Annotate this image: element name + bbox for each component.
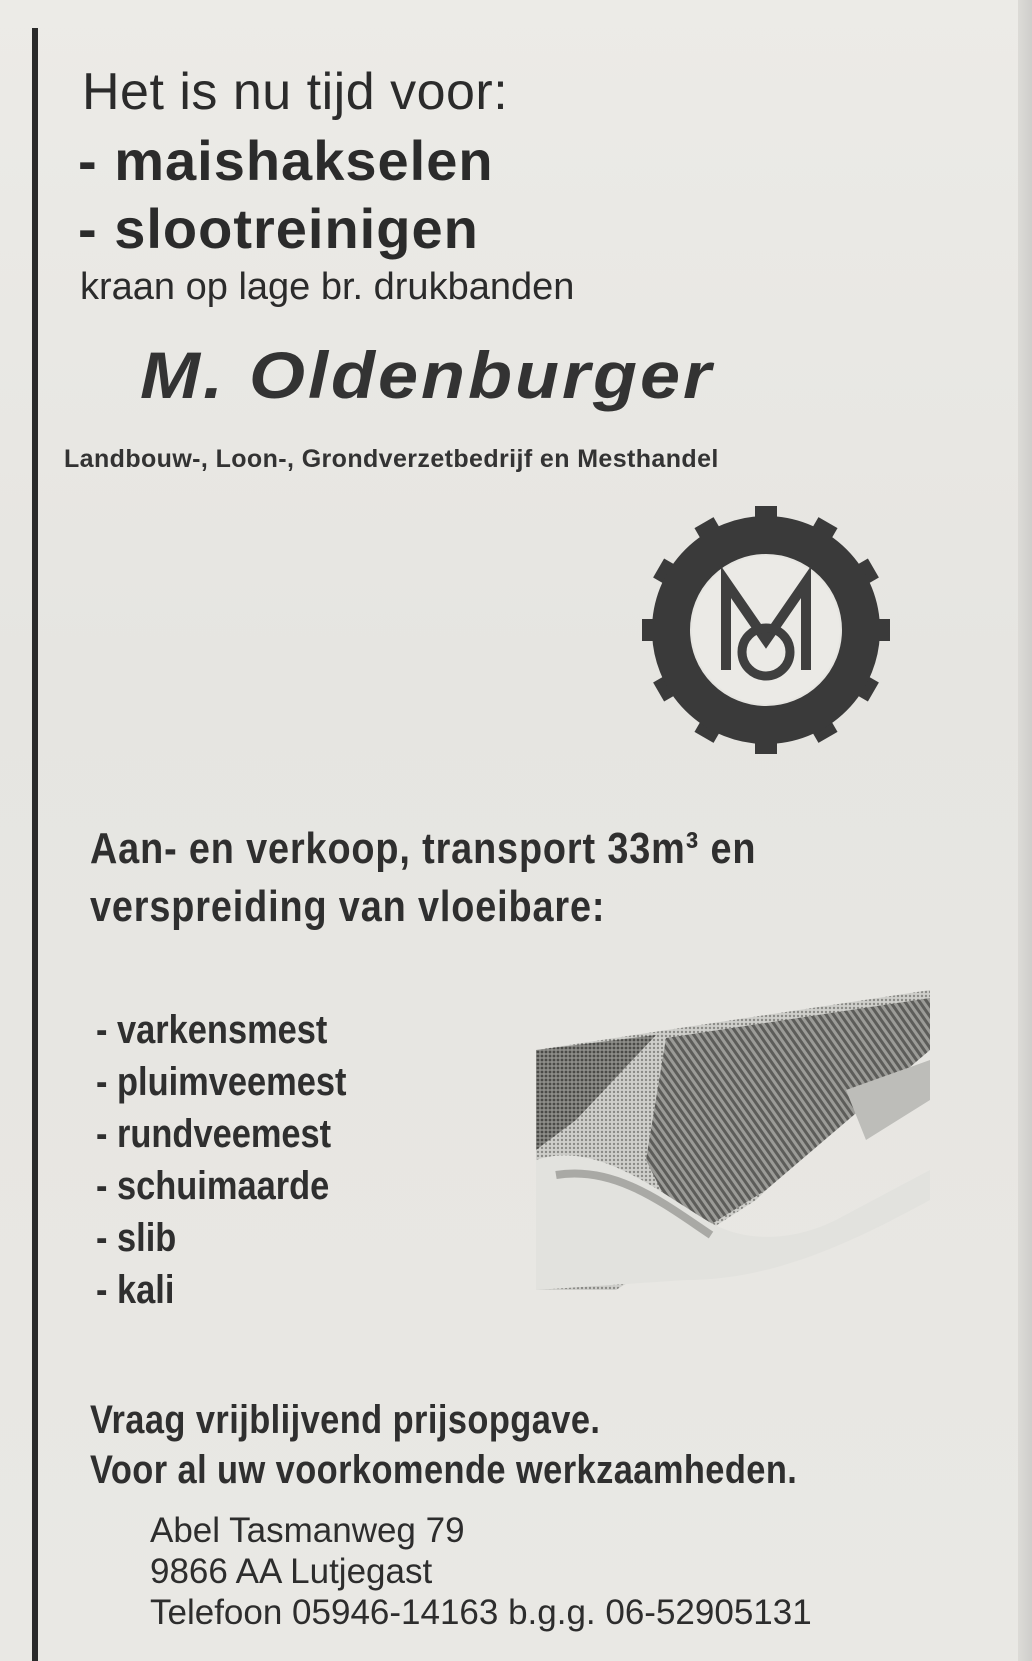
list-item: - schuimaarde — [96, 1164, 330, 1208]
left-border-rule — [32, 28, 38, 1661]
page-edge — [1018, 0, 1032, 1661]
list-item: - rundveemest — [96, 1112, 332, 1156]
closing-line-2: Voor al uw voorkomende werkzaamheden. — [90, 1448, 798, 1492]
list-item: - kali — [96, 1268, 175, 1312]
equipment-note: kraan op lage br. drukbanden — [80, 266, 575, 308]
product-list — [96, 1004, 387, 1316]
list-item: - slib — [96, 1216, 177, 1260]
closing-line-1: Vraag vrijblijvend prijsopgave. — [90, 1398, 601, 1442]
company-tagline: Landbouw-, Loon-, Grondverzetbedrijf en Mesthandel — [64, 445, 719, 473]
headline-intro: Het is nu tijd voor: — [82, 63, 509, 121]
service-slootreinigen: - slootreinigen — [78, 197, 479, 260]
list-item: - pluimveemest — [96, 1060, 347, 1104]
list-item: - varkensmest — [96, 1008, 328, 1052]
closing-text — [90, 1395, 797, 1495]
offer-line-2: verspreiding van vloeibare: — [90, 882, 606, 931]
offer-text — [90, 820, 756, 936]
address-city: 9866 AA Lutjegast — [150, 1552, 433, 1591]
offer-line-1: Aan- en verkoop, transport 33m³ en — [90, 824, 757, 873]
address-phone: Telefoon 05946-14163 b.g.g. 06-52905131 — [150, 1593, 812, 1632]
contact-address — [150, 1510, 812, 1633]
service-maishakselen: - maishakselen — [78, 129, 494, 192]
address-street: Abel Tasmanweg 79 — [150, 1511, 465, 1550]
company-name: M. Oldenburger — [140, 338, 715, 413]
gear-logo-icon — [630, 506, 902, 754]
spreader-photo — [536, 990, 930, 1296]
